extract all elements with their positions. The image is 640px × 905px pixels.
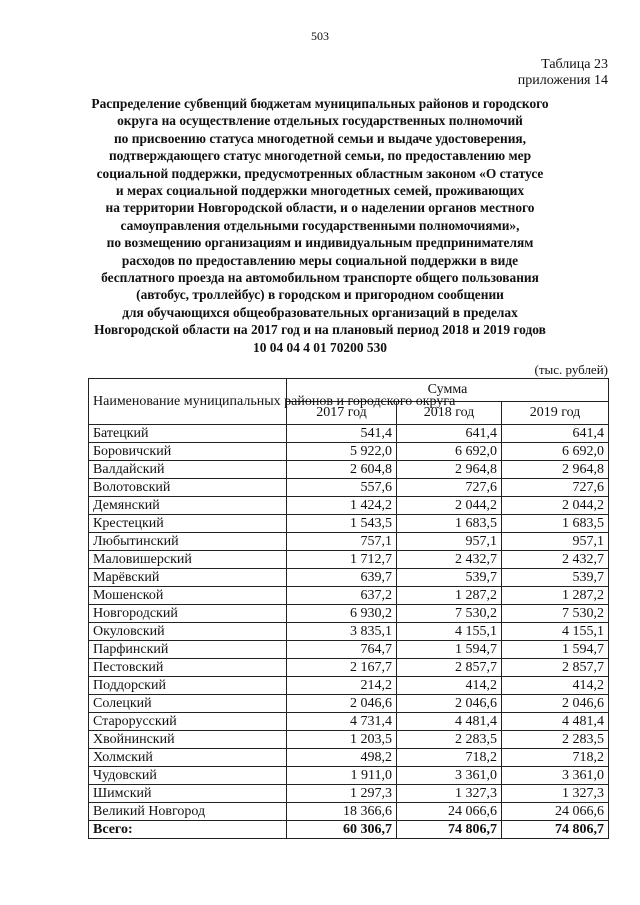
district-name: Холмский <box>89 749 287 767</box>
value-2017: 2 167,7 <box>287 659 397 677</box>
value-2018: 2 044,2 <box>397 497 502 515</box>
table-row <box>89 803 609 821</box>
title-line: подтверждающего статус многодетной семьи, по предоставлению мер <box>108 148 532 164</box>
value-2017: 4 731,4 <box>287 713 397 731</box>
value-2017: 60 306,7 <box>287 821 397 839</box>
value-2018: 414,2 <box>397 677 502 695</box>
value-2017: 498,2 <box>287 749 397 767</box>
value-2019: 2 432,7 <box>502 551 609 569</box>
title-line: (автобус, троллейбус) в городском и пригородном сообщении <box>136 287 504 303</box>
district-name: Новгородский <box>89 605 287 623</box>
value-2017: 2 046,6 <box>287 695 397 713</box>
table-row <box>89 677 609 695</box>
district-name: Солецкий <box>89 695 287 713</box>
value-2019: 1 683,5 <box>502 515 609 533</box>
district-name: Волотовский <box>89 479 287 497</box>
title-line: Распределение субвенций бюджетам муниципальных районов и городского <box>91 96 549 111</box>
value-2017: 757,1 <box>287 533 397 551</box>
value-2018: 641,4 <box>397 425 502 443</box>
column-header-2017: 2017 год <box>287 402 397 425</box>
table-row <box>89 551 609 569</box>
district-name: Батецкий <box>89 425 287 443</box>
value-2019: 727,6 <box>502 479 609 497</box>
units-label: (тыс. рублей) <box>534 362 608 377</box>
column-header-name: Наименование муниципальных районов и городского округа <box>89 379 287 425</box>
table-number: Таблица 23 <box>541 57 608 72</box>
title-line: для обучающихся общеобразовательных организаций в пределах <box>122 304 518 320</box>
title-line: 10 04 04 4 01 70200 530 <box>253 339 387 355</box>
district-name: Поддорский <box>89 677 287 695</box>
value-2019: 2 283,5 <box>502 731 609 749</box>
value-2018: 2 046,6 <box>397 695 502 713</box>
table-row <box>89 785 609 803</box>
district-name: Всего: <box>89 821 287 839</box>
value-2018: 957,1 <box>397 533 502 551</box>
district-name: Шимский <box>89 785 287 803</box>
value-2019: 957,1 <box>502 533 609 551</box>
title-line: расходов по предоставлению меры социальной поддержки в виде <box>121 252 519 268</box>
value-2017: 1 203,5 <box>287 731 397 749</box>
district-name: Боровичский <box>89 443 287 461</box>
page-number: 503 <box>311 29 329 43</box>
value-2018: 727,6 <box>397 479 502 497</box>
total-row <box>89 821 609 839</box>
value-2017: 557,6 <box>287 479 397 497</box>
table-row <box>89 641 609 659</box>
column-header-2019: 2019 год <box>502 402 609 425</box>
table-row <box>89 461 609 479</box>
district-name: Пестовский <box>89 659 287 677</box>
column-header-sum: Сумма <box>287 379 609 402</box>
value-2017: 1 297,3 <box>287 785 397 803</box>
subvention-table <box>88 378 609 839</box>
value-2017: 18 366,6 <box>287 803 397 821</box>
district-name: Крестецкий <box>89 515 287 533</box>
district-name: Хвойнинский <box>89 731 287 749</box>
value-2017: 541,4 <box>287 425 397 443</box>
district-name: Демянский <box>89 497 287 515</box>
value-2018: 7 530,2 <box>397 605 502 623</box>
value-2018: 74 806,7 <box>397 821 502 839</box>
district-name: Чудовский <box>89 767 287 785</box>
table-row <box>89 425 609 443</box>
value-2017: 3 835,1 <box>287 623 397 641</box>
value-2017: 764,7 <box>287 641 397 659</box>
table-row <box>89 659 609 677</box>
value-2019: 74 806,7 <box>502 821 609 839</box>
table-row <box>89 569 609 587</box>
value-2017: 1 712,7 <box>287 551 397 569</box>
table-body <box>89 425 609 839</box>
district-name: Окуловский <box>89 623 287 641</box>
title-line: на территории Новгородской области, и о наделении органов местного <box>105 200 535 216</box>
table-reference <box>518 57 608 89</box>
value-2019: 1 327,3 <box>502 785 609 803</box>
district-name: Валдайский <box>89 461 287 479</box>
district-name: Великий Новгород <box>89 803 287 821</box>
value-2019: 1 594,7 <box>502 641 609 659</box>
title-line: Новгородской области на 2017 год и на плановый период 2018 и 2019 годов <box>94 322 546 338</box>
appendix-number: приложения 14 <box>517 73 608 88</box>
table-row <box>89 695 609 713</box>
district-name: Любытинский <box>89 533 287 551</box>
value-2019: 414,2 <box>502 677 609 695</box>
table-row <box>89 731 609 749</box>
table-row <box>89 587 609 605</box>
value-2018: 2 283,5 <box>397 731 502 749</box>
title-line: округа на осуществление отдельных государственных полномочий <box>117 113 523 129</box>
table-row <box>89 515 609 533</box>
title-line: и мерах социальной поддержки многодетных семей, проживающих <box>115 183 525 199</box>
value-2019: 539,7 <box>502 569 609 587</box>
value-2018: 2 964,8 <box>397 461 502 479</box>
value-2017: 637,2 <box>287 587 397 605</box>
value-2018: 4 481,4 <box>397 713 502 731</box>
table-row <box>89 767 609 785</box>
value-2017: 1 911,0 <box>287 767 397 785</box>
value-2017: 1 424,2 <box>287 497 397 515</box>
value-2018: 1 594,7 <box>397 641 502 659</box>
value-2017: 639,7 <box>287 569 397 587</box>
value-2017: 1 543,5 <box>287 515 397 533</box>
table-row <box>89 623 609 641</box>
value-2019: 2 964,8 <box>502 461 609 479</box>
title-line: социальной поддержки, предусмотренных областным законом «О статусе <box>96 165 544 181</box>
value-2019: 718,2 <box>502 749 609 767</box>
value-2018: 6 692,0 <box>397 443 502 461</box>
title-line: бесплатного проезда на автомобильном транспорте общего пользования <box>101 270 539 286</box>
district-name: Парфинский <box>89 641 287 659</box>
value-2019: 2 044,2 <box>502 497 609 515</box>
value-2019: 4 481,4 <box>502 713 609 731</box>
table-row <box>89 605 609 623</box>
value-2018: 24 066,6 <box>397 803 502 821</box>
value-2018: 4 155,1 <box>397 623 502 641</box>
value-2019: 2 046,6 <box>502 695 609 713</box>
value-2018: 1 287,2 <box>397 587 502 605</box>
value-2018: 718,2 <box>397 749 502 767</box>
value-2019: 4 155,1 <box>502 623 609 641</box>
district-name: Мошенской <box>89 587 287 605</box>
table-row <box>89 479 609 497</box>
value-2018: 2 857,7 <box>397 659 502 677</box>
value-2017: 5 922,0 <box>287 443 397 461</box>
document-title <box>80 95 560 356</box>
value-2019: 641,4 <box>502 425 609 443</box>
value-2019: 2 857,7 <box>502 659 609 677</box>
table-row <box>89 713 609 731</box>
value-2018: 2 432,7 <box>397 551 502 569</box>
table-row <box>89 443 609 461</box>
value-2017: 2 604,8 <box>287 461 397 479</box>
title-line: самоуправления отдельными государственными полномочиями», <box>120 217 520 233</box>
value-2017: 214,2 <box>287 677 397 695</box>
value-2019: 7 530,2 <box>502 605 609 623</box>
value-2018: 1 683,5 <box>397 515 502 533</box>
value-2017: 6 930,2 <box>287 605 397 623</box>
table-row <box>89 533 609 551</box>
value-2019: 3 361,0 <box>502 767 609 785</box>
district-name: Маловишерский <box>89 551 287 569</box>
column-header-2018: 2018 год <box>397 402 502 425</box>
district-name: Марёвский <box>89 569 287 587</box>
value-2019: 6 692,0 <box>502 443 609 461</box>
value-2018: 3 361,0 <box>397 767 502 785</box>
value-2018: 1 327,3 <box>397 785 502 803</box>
title-line: по возмещению организациям и индивидуальным предпринимателям <box>106 235 534 251</box>
value-2019: 1 287,2 <box>502 587 609 605</box>
value-2018: 539,7 <box>397 569 502 587</box>
title-line: по присвоению статуса многодетной семьи и выдаче удостоверения, <box>113 130 527 146</box>
table-row <box>89 497 609 515</box>
district-name: Старорусский <box>89 713 287 731</box>
value-2019: 24 066,6 <box>502 803 609 821</box>
table-row <box>89 749 609 767</box>
